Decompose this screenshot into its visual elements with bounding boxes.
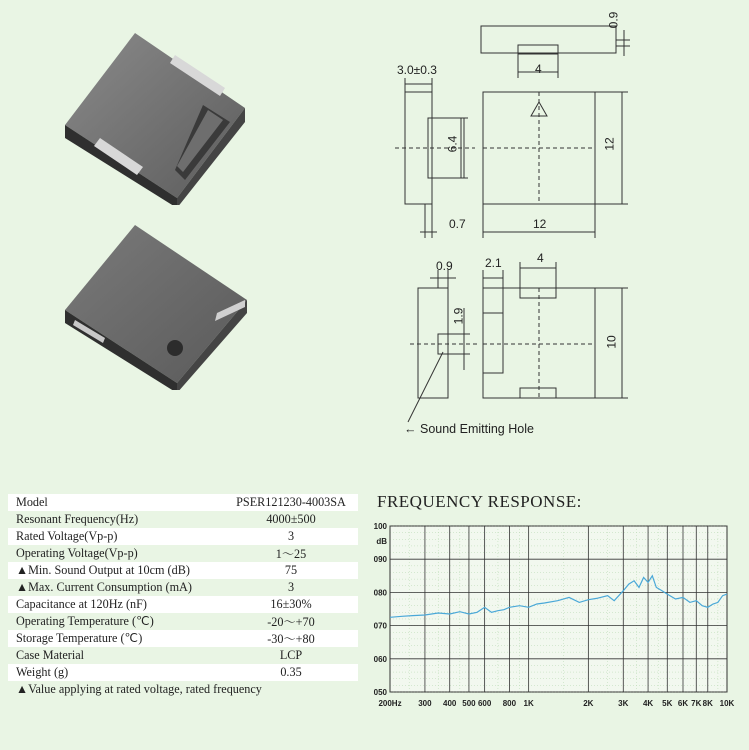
y-axis-label: dB <box>376 537 387 546</box>
dim-bottom-hole: 4 <box>537 251 544 265</box>
spec-label: Rated Voltage(Vp-p) <box>16 529 118 543</box>
spec-note: ▲Value applying at rated voltage, rated frequency <box>16 682 262 696</box>
spec-value: 0.35 <box>280 665 302 679</box>
spec-row <box>8 528 358 545</box>
x-tick-label: 1K <box>523 699 534 708</box>
dim-bottom-left-small: 0.9 <box>436 259 453 273</box>
spec-value: 3 <box>287 580 295 594</box>
spec-value: 1～25 <box>275 547 307 561</box>
spec-row <box>8 579 358 596</box>
y-tick-label: 060 <box>373 654 387 664</box>
spec-value: -20～+70 <box>267 615 315 629</box>
x-tick-label: 4K <box>642 699 654 708</box>
spec-label: Weight (g) <box>16 665 69 679</box>
dim-side-foot: 0.7 <box>449 217 466 231</box>
dim-top-width: 0.9 <box>606 11 621 29</box>
spec-label: Operating Voltage(Vp-p) <box>16 546 138 560</box>
chart-title: FREQUENCY RESPONSE: <box>377 492 582 511</box>
plot-area <box>390 526 727 692</box>
x-tick-label: 6K <box>677 699 689 708</box>
x-tick-label: 2K <box>583 699 594 708</box>
spec-label: Resonant Frequency(Hz) <box>16 512 139 526</box>
dim-front-width: 12 <box>533 217 547 231</box>
y-tick-label: 050 <box>373 688 387 697</box>
spec-row <box>8 630 358 647</box>
spec-row <box>8 596 358 613</box>
spec-row <box>8 511 358 528</box>
leader-marker: ← <box>404 422 420 436</box>
spec-row <box>8 613 358 630</box>
dim-front-inner: 6.4 <box>445 135 460 153</box>
x-tick-label: 600 <box>477 699 492 708</box>
y-tick-label: 090 <box>373 555 387 565</box>
spec-row <box>8 647 358 664</box>
x-tick-label: 200Hz <box>378 699 402 708</box>
dim-front-height: 12 <box>602 137 617 151</box>
spec-row <box>8 664 358 681</box>
x-tick-label: 400 <box>443 699 457 708</box>
x-tick-label: 300 <box>418 699 432 708</box>
sound-emitting-hole-label <box>404 423 534 435</box>
x-tick-label: 10K <box>719 699 735 708</box>
dim-bottom-mid: 2.1 <box>485 256 502 270</box>
product-photo-bottom <box>55 225 255 390</box>
spec-value: 75 <box>284 563 298 577</box>
sound-emitting-hole-text: Sound Emitting Hole <box>419 422 534 436</box>
spec-label: Model <box>16 495 48 509</box>
spec-value: 4000±500 <box>266 512 316 526</box>
spec-value: LCP <box>279 648 303 662</box>
spec-value: -30～+80 <box>267 632 315 646</box>
dim-bottom-height: 10 <box>604 335 619 349</box>
spec-row <box>8 545 358 562</box>
spec-label: ▲Min. Sound Output at 10cm (dB) <box>16 563 190 577</box>
y-tick-label: 100 <box>373 522 387 531</box>
y-tick-label: 070 <box>373 621 387 631</box>
dim-bottom-vertical-small: 1.9 <box>451 307 466 325</box>
spec-row <box>8 494 358 511</box>
spec-table <box>8 494 358 698</box>
spec-label: Capacitance at 120Hz (nF) <box>16 597 147 611</box>
spec-label: Case Material <box>16 648 85 662</box>
spec-label: Storage Temperature (℃) <box>16 631 143 645</box>
spec-value: PSER121230-4003SA <box>236 495 346 509</box>
dim-side-height: 3.0±0.3 <box>397 63 437 77</box>
frequency-response-chart <box>362 516 742 716</box>
x-tick-label: 7K <box>691 699 702 708</box>
x-tick-label: 8K <box>702 699 713 708</box>
x-tick-label: 500 <box>462 699 476 708</box>
spec-value: 3 <box>287 529 295 543</box>
spec-label: ▲Max. Current Consumption (mA) <box>16 580 192 594</box>
spec-value: 16±30% <box>270 597 312 611</box>
spec-label: Operating Temperature (℃) <box>16 614 154 628</box>
product-photo-top <box>55 30 255 205</box>
y-tick-label: 080 <box>373 588 387 598</box>
x-tick-label: 3K <box>618 699 629 708</box>
spec-row <box>8 562 358 579</box>
x-tick-label: 5K <box>662 699 673 708</box>
x-tick-label: 800 <box>502 699 517 708</box>
dim-top-hole-width: 4 <box>535 62 542 76</box>
